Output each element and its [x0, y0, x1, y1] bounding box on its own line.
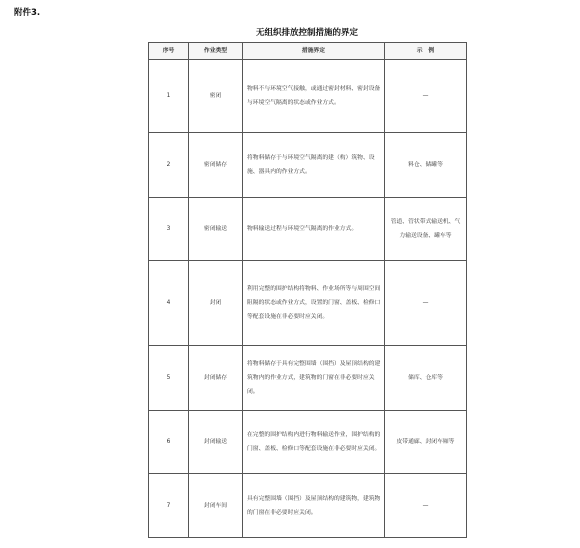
header-desc: 措施界定 — [243, 43, 385, 60]
row-type: 密闭输送 — [189, 198, 243, 261]
row-no: 4 — [149, 261, 189, 346]
attachment-label: 附件3. — [14, 8, 41, 18]
row-no: 6 — [149, 411, 189, 474]
header-no: 序号 — [149, 43, 189, 60]
table-row — [149, 198, 467, 261]
row-type: 密闭储存 — [189, 133, 243, 198]
table-title: 无组织排放控制措施的界定 — [255, 28, 358, 38]
table-row — [149, 133, 467, 198]
row-no: 7 — [149, 474, 189, 538]
row-no: 2 — [149, 133, 189, 198]
row-example: 料仓、储罐等 — [385, 133, 467, 198]
row-type: 封闭车间 — [189, 474, 243, 538]
row-desc: 将物料储存于具有完整围墙（围挡）及屋顶结构的建筑物内的作业方式，建筑物的门窗在非必要时应关闭。 — [243, 346, 385, 411]
row-example: — — [385, 60, 467, 133]
table-row — [149, 346, 467, 411]
row-no: 3 — [149, 198, 189, 261]
row-no: 5 — [149, 346, 189, 411]
row-desc: 利用完整的围护结构将物料、作业场所等与周围空间阻隔的状态或作业方式，设置的门窗、盖板、检修口等配套设施在非必要时应关闭。 — [243, 261, 385, 346]
table-row — [149, 60, 467, 133]
row-type: 密闭 — [189, 60, 243, 133]
table-row — [149, 261, 467, 346]
row-type: 封闭 — [189, 261, 243, 346]
table-row — [149, 411, 467, 474]
row-desc: 物料输送过程与环境空气隔离的作业方式。 — [243, 198, 385, 261]
header-type: 作业类型 — [189, 43, 243, 60]
row-type: 封闭输送 — [189, 411, 243, 474]
row-desc: 在完整的围护结构内进行物料输送作业，围护结构的门窗、盖板、检修口等配套设施在非必要时应关闭。 — [243, 411, 385, 474]
row-example: 储库、仓库等 — [385, 346, 467, 411]
row-example: 皮带通廊、封闭车厢等 — [385, 411, 467, 474]
row-desc: 将物料储存于与环境空气隔离的建（构）筑物、设施、器具内的作业方式。 — [243, 133, 385, 198]
row-type: 封闭储存 — [189, 346, 243, 411]
row-desc: 具有完整围墙（围挡）及屋顶结构的建筑物，建筑物的门窗在非必要时应关闭。 — [243, 474, 385, 538]
row-desc: 物料不与环境空气接触，或通过密封材料、密封设备与环境空气隔离的状态或作业方式。 — [243, 60, 385, 133]
row-example: — — [385, 261, 467, 346]
row-example: 管道、管状带式输送机、气力输送设备、罐车等 — [385, 198, 467, 261]
row-no: 1 — [149, 60, 189, 133]
row-example: — — [385, 474, 467, 538]
table-row — [149, 474, 467, 538]
header-example: 示 例 — [385, 43, 467, 60]
table-header-row — [149, 43, 467, 60]
control-measures-table — [148, 42, 467, 538]
